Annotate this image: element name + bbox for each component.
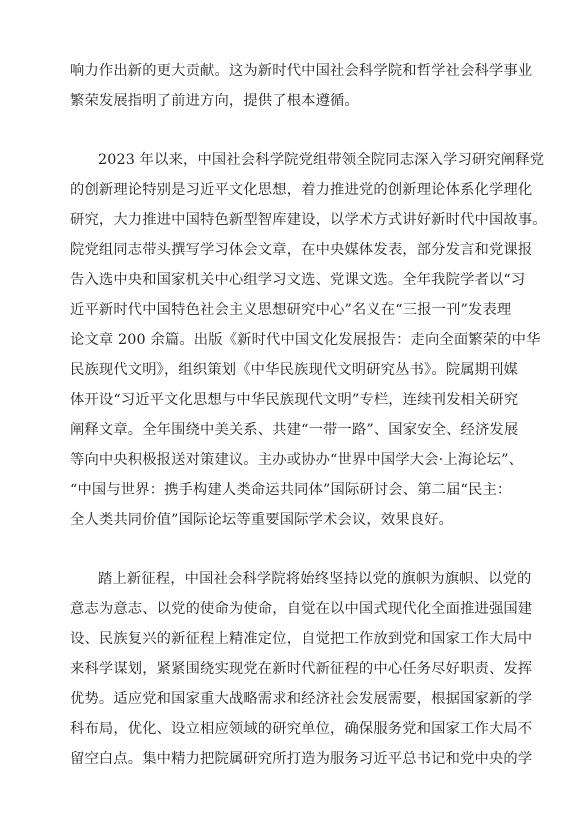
paragraph-2-line-11: 等向中央积极报送对策建议。主办或协办“世界中国学大会·上海论坛”、 bbox=[70, 452, 524, 468]
paragraph-3-line-2: 意志为意志、以党的使命为使命，自觉在以中国式现代化全面推进强国建 bbox=[70, 601, 533, 617]
paragraph-1-line-2: 繁荣发展指明了前进方向，提供了根本遵循。 bbox=[70, 93, 359, 109]
paragraph-2-line-3: 研究，大力推进中国特色新型智库建设，以学术方式讲好新时代中国故事。 bbox=[70, 212, 547, 228]
paragraph-2-line-8: 民族现代文明》，组织策划《中华民族现代文明研究丛书》。院属期刊媒 bbox=[70, 362, 518, 378]
paragraph-3-line-6: 科布局，优化、设立相应领域的研究单位，确保服务党和国家工作大局不 bbox=[70, 721, 533, 737]
paragraph-2-line-2: 的创新理论特别是习近平文化思想，着力推进党的创新理论体系化学理化 bbox=[70, 182, 533, 198]
paragraph-3-line-1: 踏上新征程，中国社会科学院将始终坚持以党的旗帜为旗帜、以党的 bbox=[98, 571, 532, 587]
paragraph-2-line-4: 院党组同志带头撰写学习体会文章，在中央媒体发表，部分发言和党课报 bbox=[70, 242, 533, 258]
paragraph-3-line-5: 优势。适应党和国家重大战略需求和经济社会发展需要，根据国家新的学 bbox=[70, 691, 533, 707]
paragraph-3-line-3: 设、民族复兴的新征程上精准定位，自觉把工作放到党和国家工作大局中 bbox=[70, 631, 533, 647]
paragraph-2-line-1: 2023 年以来，中国社会科学院党组带领全院同志深入学习研究阐释党 bbox=[98, 152, 545, 168]
paragraph-2-line-6: 近平新时代中国特色社会主义思想研究中心”名义在“三报一刊”发表理 bbox=[70, 302, 512, 318]
paragraph-2-line-5: 告入选中央和国家机关中心组学习文选、党课文选。全年我院学者以“习 bbox=[70, 272, 526, 288]
paragraph-2-line-10: 阐释文章。全年围绕中美关系、共建“一带一路”、国家安全、经济发展 bbox=[70, 422, 519, 438]
paragraph-2-line-7: 论文章 200 余篇。出版《新时代中国文化发展报告：走向全面繁荣的中华 bbox=[70, 332, 541, 348]
paragraph-3-line-4: 来科学谋划，紧紧围绕实现党在新时代新征程的中心任务尽好职责、发挥 bbox=[70, 661, 533, 677]
paragraph-3-line-7: 留空白点。集中精力把院属研究所打造为服务习近平总书记和党中央的学 bbox=[70, 751, 533, 767]
paragraph-2-line-12: “中国与世界：携手构建人类命运共同体”国际研讨会、第二届“民主： bbox=[70, 482, 512, 498]
paragraph-2-line-9: 体开设“习近平文化思想与中华民族现代文明”专栏，连续刊发相关研究 bbox=[70, 392, 519, 408]
paragraph-2-line-13: 全人类共同价值”国际论坛等重要国际学术会议，效果良好。 bbox=[70, 512, 454, 528]
paragraph-1-line-1: 响力作出新的更大贡献。这为新时代中国社会科学院和哲学社会科学事业 bbox=[70, 63, 533, 79]
